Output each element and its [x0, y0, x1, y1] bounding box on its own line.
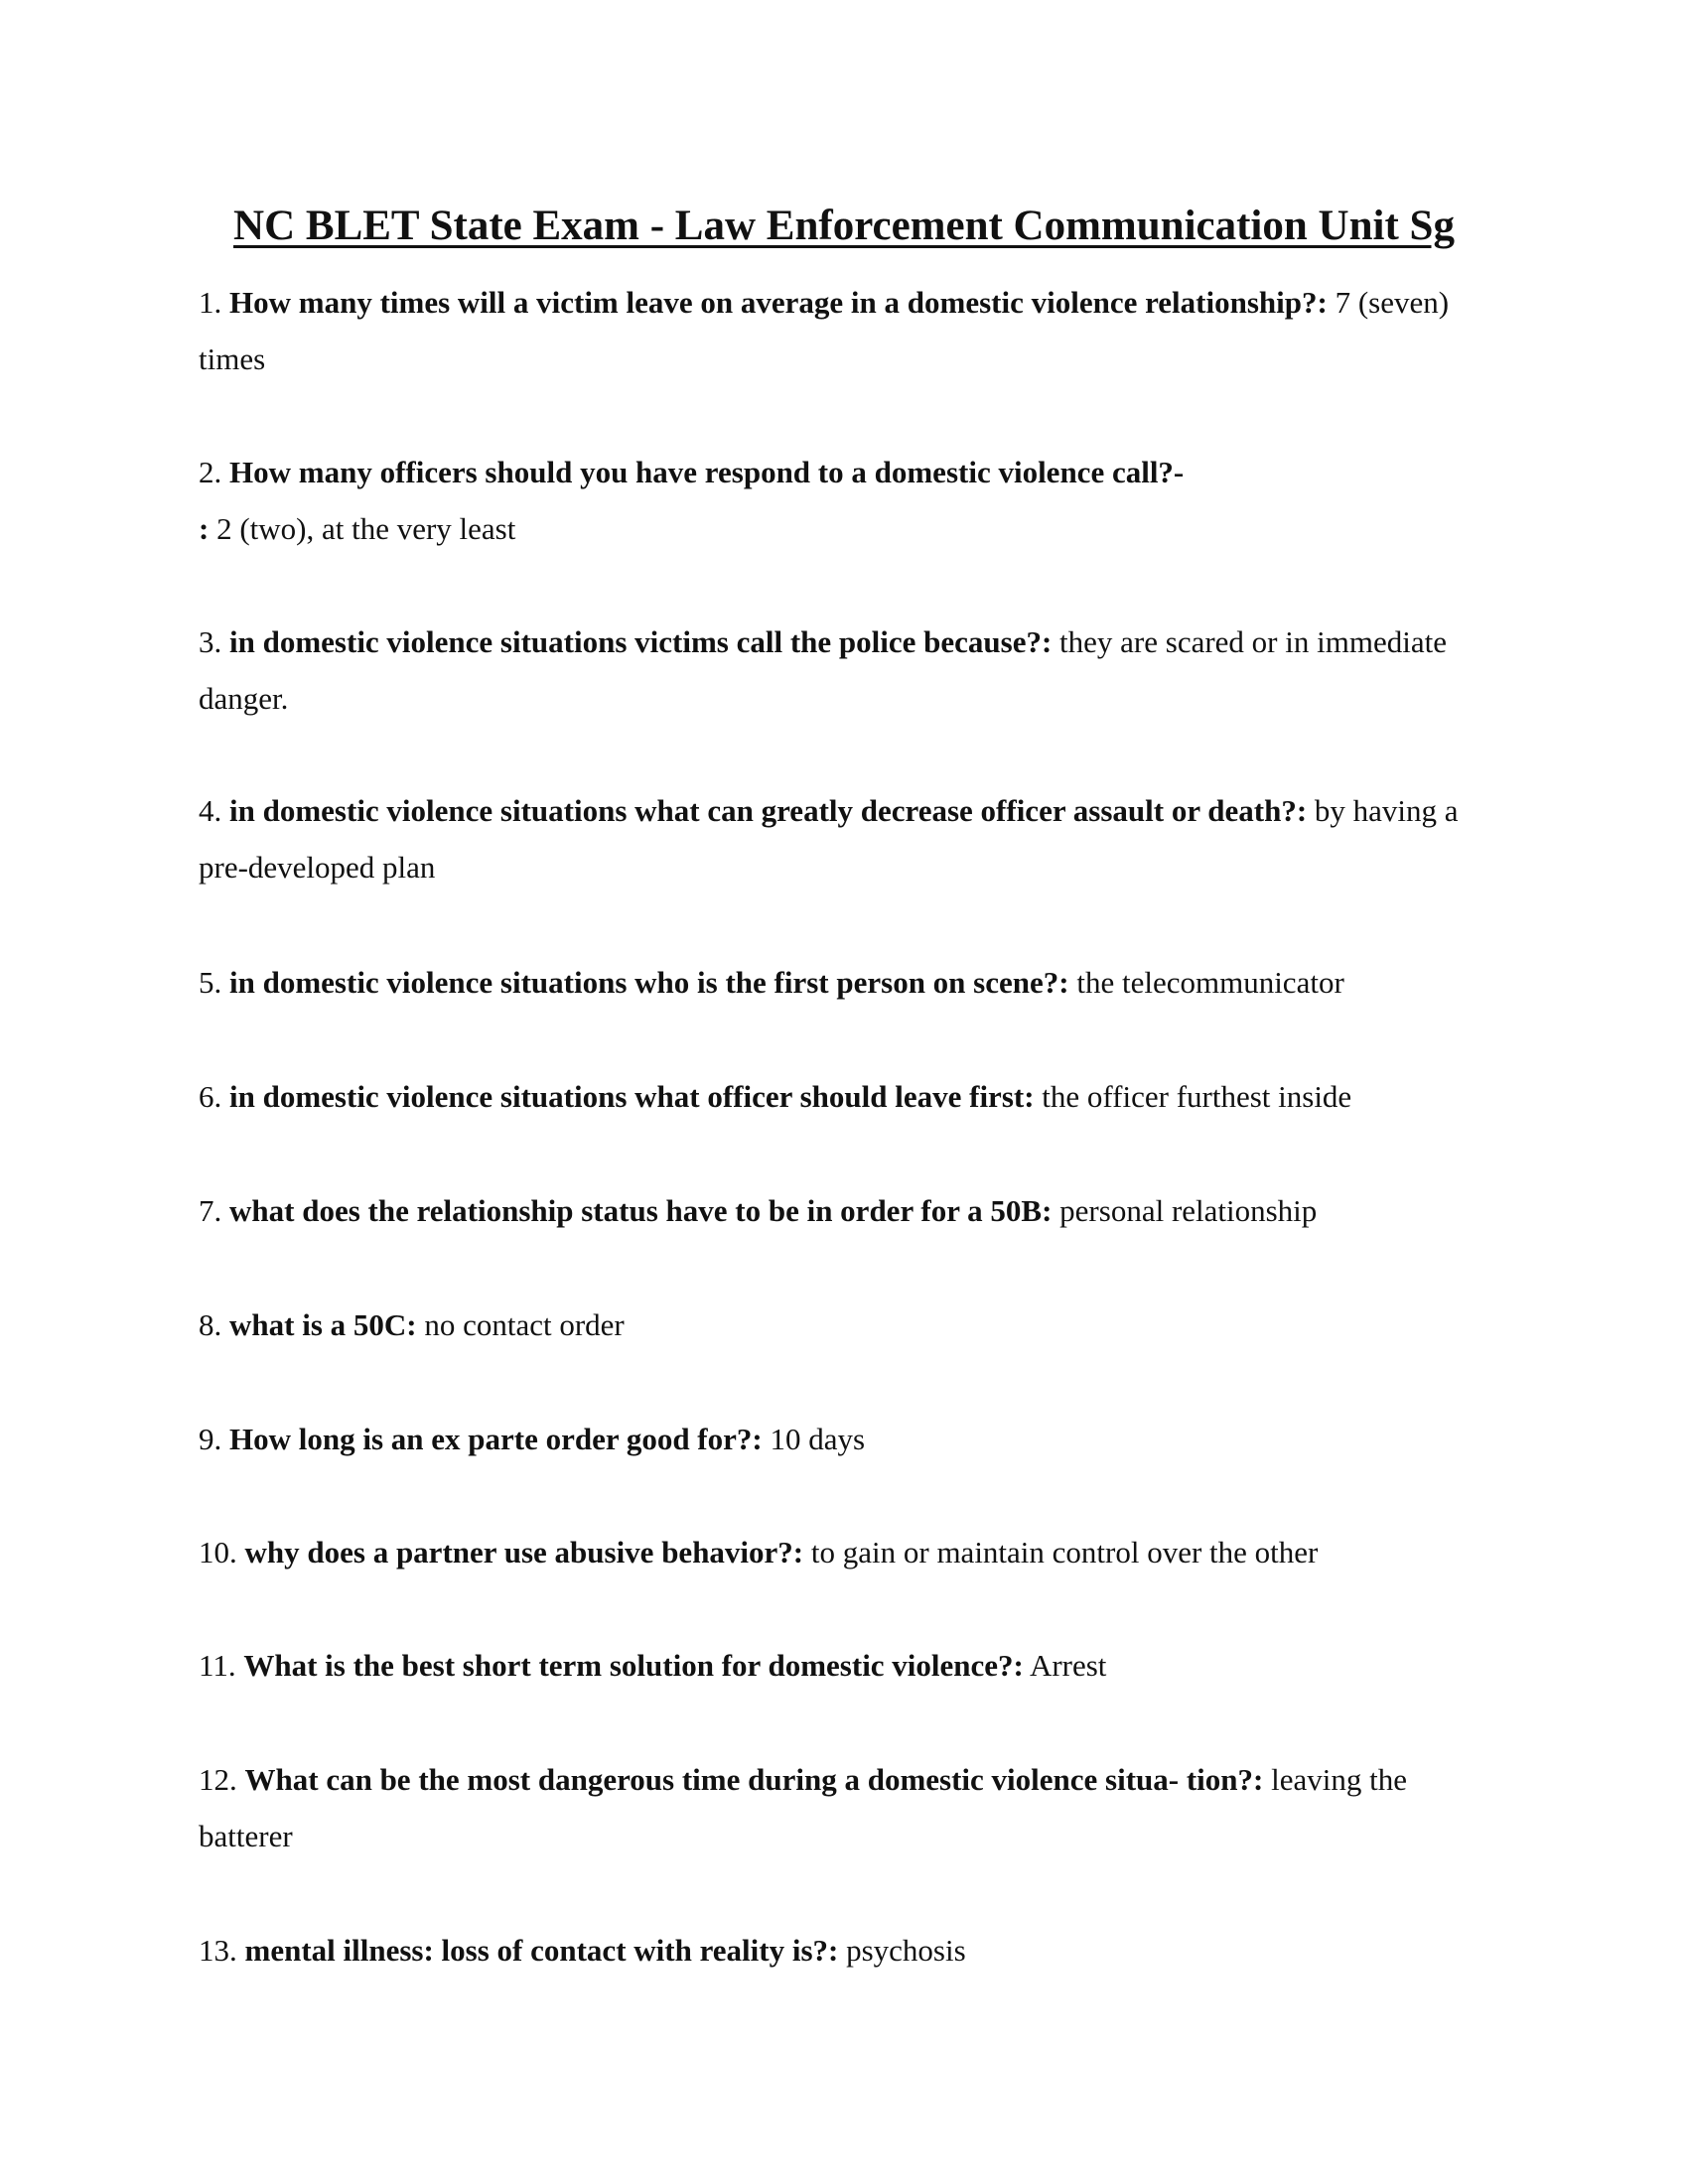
item-number: 8.	[199, 1307, 222, 1342]
question-text: what is a 50C:	[229, 1307, 417, 1342]
item-number: 3.	[199, 624, 222, 659]
answer-text: no contact order	[424, 1307, 625, 1342]
item-number: 5.	[199, 965, 222, 1000]
answer-text: the officer furthest inside	[1042, 1079, 1352, 1114]
answer-text: Arrest	[1029, 1648, 1107, 1683]
question-text: in domestic violence situations victims call the police because?:	[229, 624, 1053, 659]
qa-item-8	[199, 1297, 1470, 1353]
item-number: 6.	[199, 1079, 222, 1114]
qa-item-7	[199, 1182, 1470, 1239]
answer-text: personal relationship	[1059, 1193, 1318, 1228]
question-text: What can be the most dangerous time during a domestic violence situa- tion?:	[244, 1762, 1264, 1797]
answer-text: leaving the batterer	[199, 1762, 1407, 1853]
answer-text: the telecommunicator	[1076, 965, 1344, 1000]
item-number: 7.	[199, 1193, 222, 1228]
qa-item-9	[199, 1411, 1470, 1467]
page-title: NC BLET State Exam - Law Enforcement Communication Unit Sg	[233, 203, 1455, 249]
question-text-continued: :	[199, 511, 210, 546]
question-text: in domestic violence situations what officer should leave first:	[229, 1079, 1035, 1114]
item-number: 2.	[199, 455, 222, 489]
qa-item-10	[199, 1524, 1470, 1580]
answer-text: to gain or maintain control over the other	[810, 1535, 1319, 1570]
qa-item-3	[199, 614, 1470, 727]
item-number: 9.	[199, 1422, 222, 1456]
question-text: in domestic violence situations what can greatly decrease officer assault or death?:	[229, 793, 1308, 828]
item-number: 1.	[199, 285, 222, 320]
question-text: What is the best short term solution for domestic violence?:	[243, 1648, 1024, 1683]
qa-item-1	[199, 274, 1470, 387]
qa-item-5	[199, 954, 1470, 1011]
question-text: How many officers should you have respond to a domestic violence call?-	[229, 455, 1185, 489]
question-text: How long is an ex parte order good for?:	[229, 1422, 763, 1456]
question-text: what does the relationship status have to be in order for a 50B:	[229, 1193, 1053, 1228]
qa-item-13	[199, 1922, 1470, 1979]
answer-text: by having a pre-developed plan	[199, 793, 1459, 885]
answer-text: they are scared or in immediate danger.	[199, 624, 1447, 716]
item-number: 11.	[199, 1648, 236, 1683]
question-text: in domestic violence situations who is the first person on scene?:	[229, 965, 1069, 1000]
qa-item-6	[199, 1068, 1470, 1125]
qa-item-12	[199, 1751, 1470, 1864]
question-text: why does a partner use abusive behavior?:	[244, 1535, 804, 1570]
item-number: 12.	[199, 1762, 237, 1797]
answer-text: 2 (two), at the very least	[216, 511, 516, 546]
qa-item-4	[199, 782, 1470, 895]
answer-text: psychosis	[846, 1933, 966, 1968]
qa-item-2	[199, 444, 1470, 557]
question-text: How many times will a victim leave on average in a domestic violence relationship?:	[229, 285, 1328, 320]
answer-text: 10 days	[770, 1422, 866, 1456]
question-text: mental illness: loss of contact with reality is?:	[244, 1933, 839, 1968]
qa-item-11	[199, 1637, 1470, 1694]
item-number: 4.	[199, 793, 222, 828]
item-number: 13.	[199, 1933, 237, 1968]
item-number: 10.	[199, 1535, 237, 1570]
answer-text: 7 (seven) times	[199, 285, 1450, 376]
